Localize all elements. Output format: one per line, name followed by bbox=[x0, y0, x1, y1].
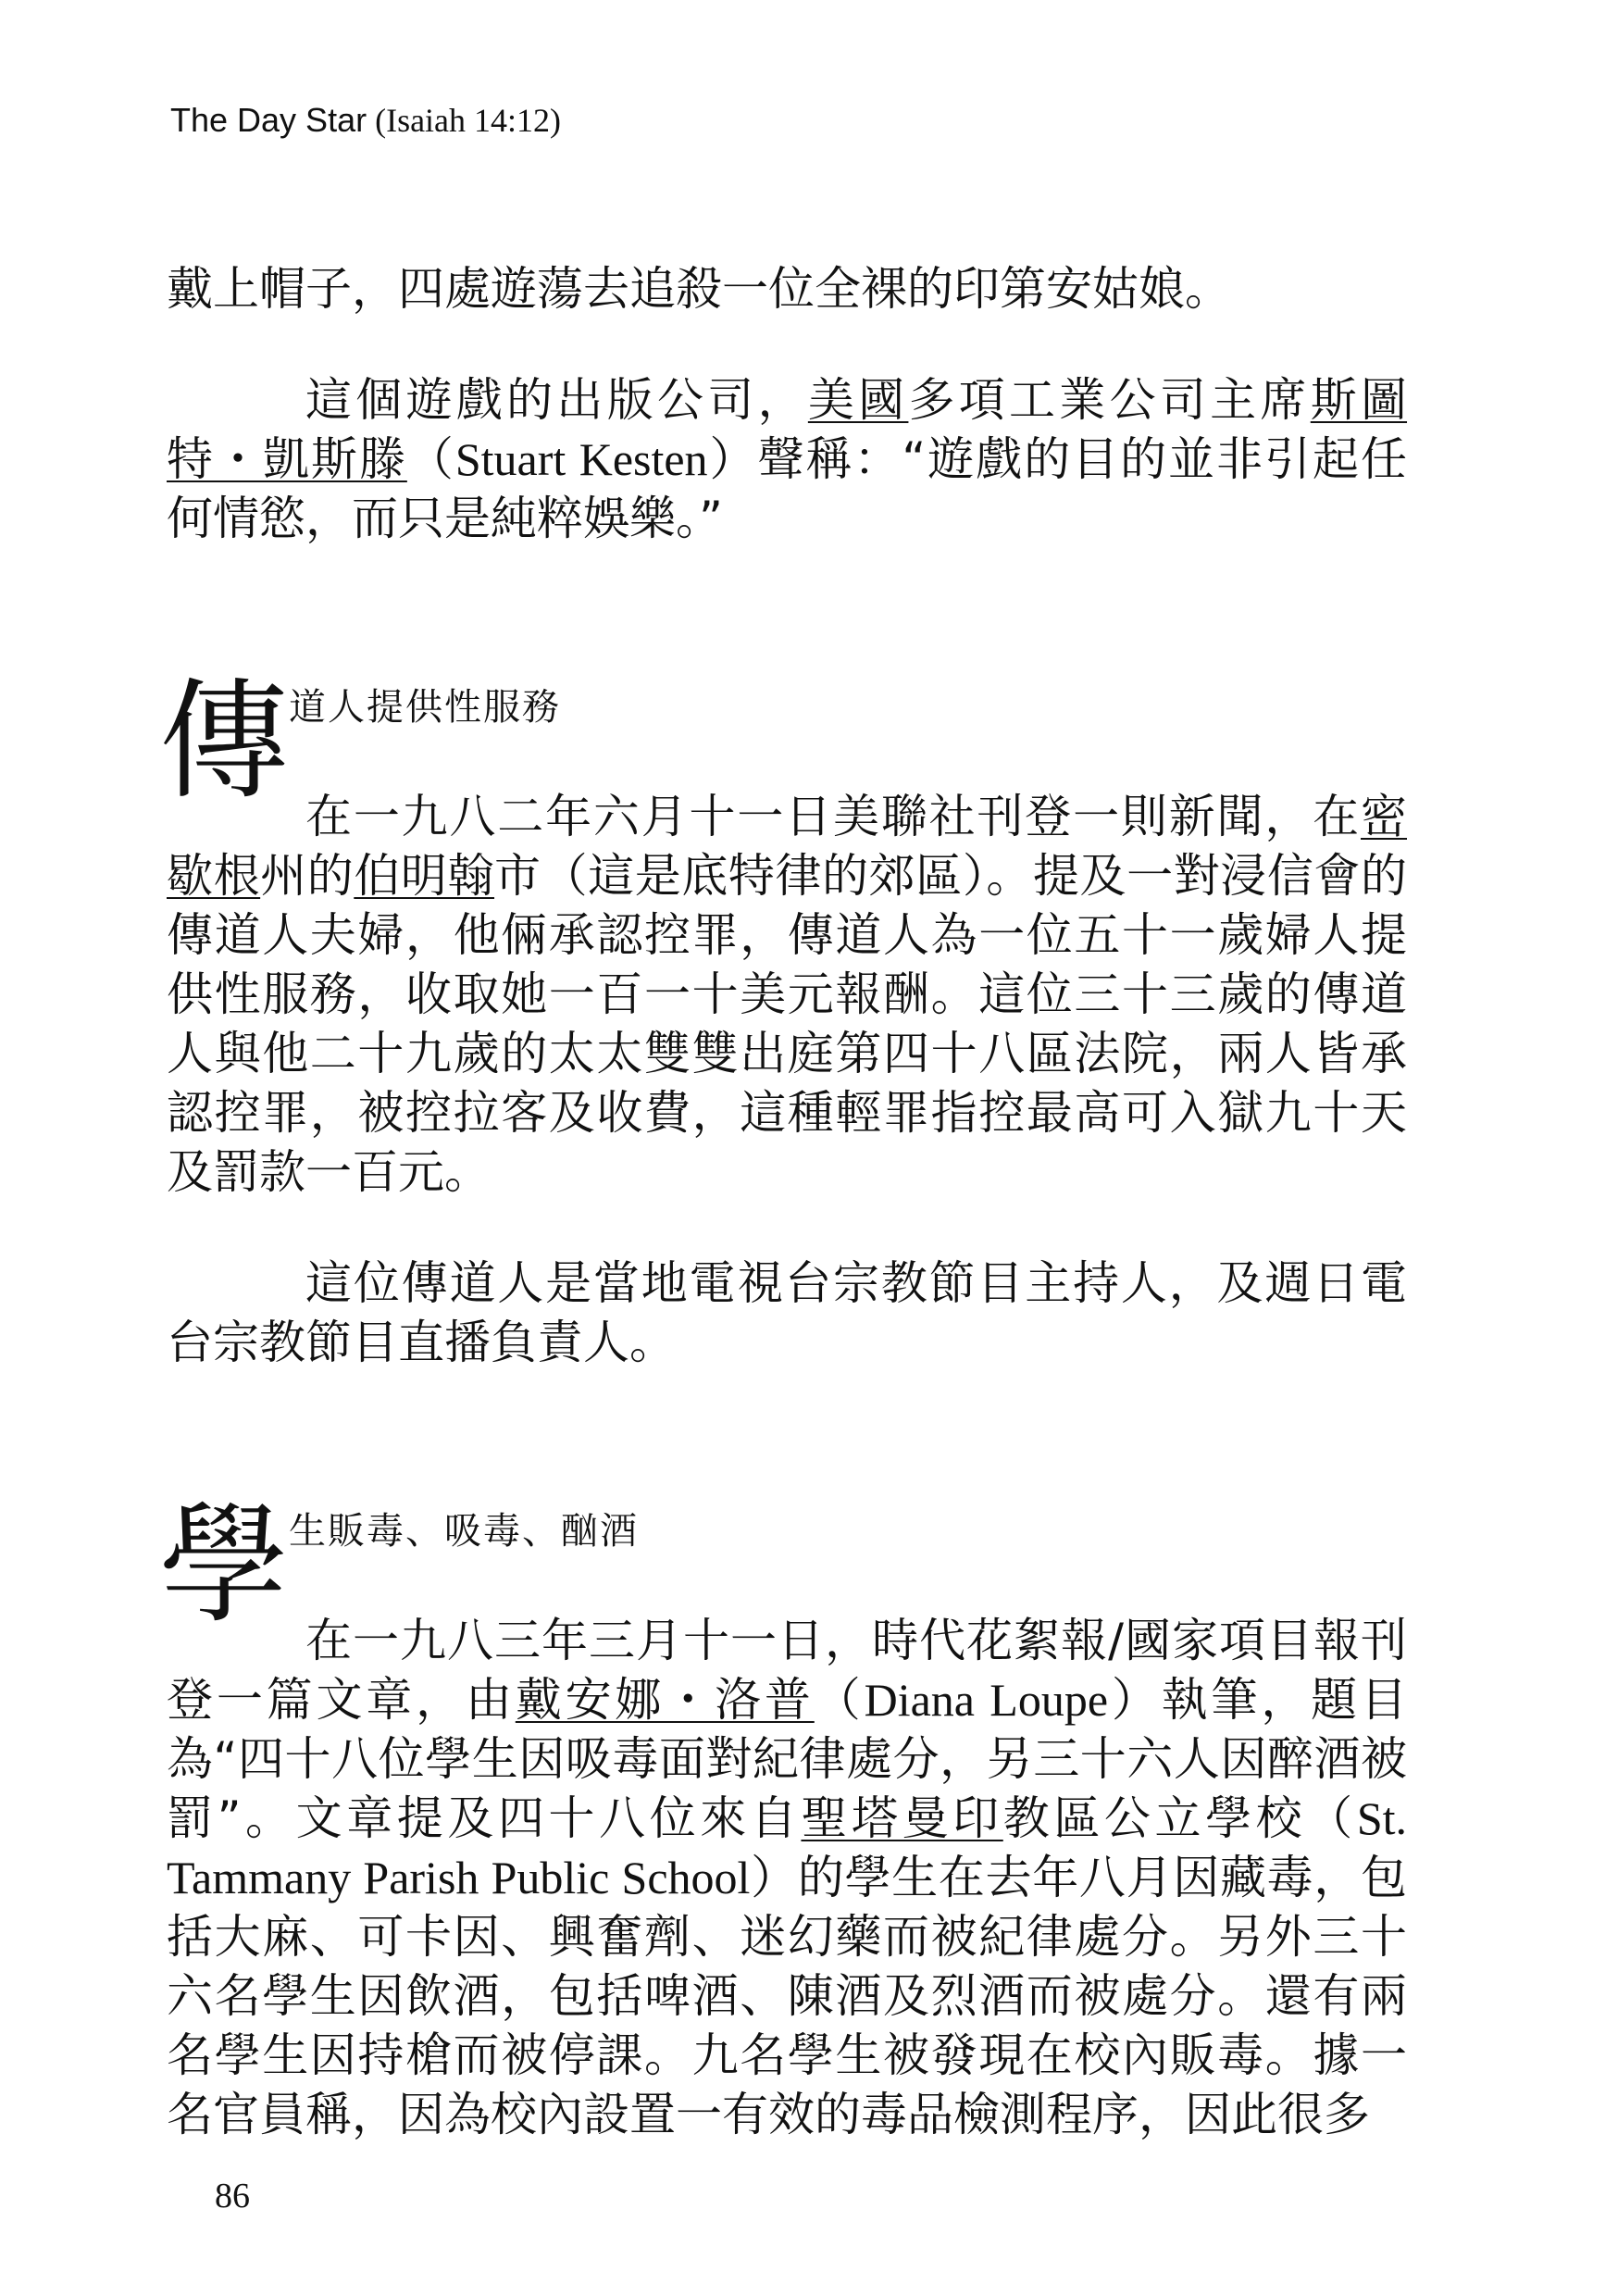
underlined-place-name: 聖塔曼印 bbox=[801, 1791, 1003, 1845]
paragraph-text: 這個遊戲的出版公司， bbox=[305, 373, 808, 427]
paragraph-text: ）聲稱：“遊戲的目的並非引起任何情慾，而只是純粹娛樂。” bbox=[167, 432, 1407, 545]
running-header bbox=[170, 100, 561, 141]
paragraph-text: 在一九八三年三月十一日，時代花絮報/國家項目報刊登一篇文章，由 bbox=[167, 1614, 1407, 1727]
drop-cap: 學 bbox=[159, 1491, 290, 1641]
paragraph-text: 多項工業公司主席 bbox=[908, 373, 1311, 427]
paragraph-preacher-role bbox=[167, 1254, 1407, 1372]
paragraph-text: ）的學生在去年八月因藏毒，包括大麻、可卡因、興奮劑、迷幻藥而被紀律處分。另外三十六名學生因飲酒，包括啤酒、陳酒及烈酒而被處分。還有兩名學生因持槍而被停課。九名學生被發現在校內販毒。據一名官員稱，因為校內設置一有效的毒品檢測程序，因此很多 bbox=[167, 1851, 1408, 2141]
underlined-person-name: 斯圖特・凱斯滕 bbox=[167, 373, 1408, 486]
drop-cap: 傳 bbox=[159, 667, 290, 817]
underlined-person-name: 戴安娜・洛普 bbox=[515, 1673, 815, 1727]
underlined-place-name: 密歇根 bbox=[167, 790, 1407, 903]
paragraph-text: （ bbox=[406, 432, 455, 486]
paragraph-news-report bbox=[167, 787, 1407, 1202]
latin-name: Diana Loupe bbox=[864, 1674, 1109, 1726]
paragraph-continued bbox=[167, 259, 1407, 318]
paragraph-text: （ bbox=[814, 1673, 865, 1727]
paragraph-text: 州的 bbox=[260, 849, 355, 903]
section-title: 道人提供性服務 bbox=[289, 686, 561, 729]
section-heading-students bbox=[159, 1491, 1407, 1641]
paragraph-publisher-quote bbox=[167, 370, 1407, 548]
underlined-place-name: 美國 bbox=[807, 373, 909, 427]
page-number: 86 bbox=[215, 2177, 250, 2215]
header-title: The Day Star bbox=[170, 101, 367, 139]
paragraph-student-report bbox=[167, 1611, 1407, 2144]
latin-name: St. Tammany Parish Public School bbox=[167, 1792, 1408, 1903]
paragraph-text: 這位傳道人是當地電視台宗教節目主持人，及週日電台宗教節目直播負責人。 bbox=[167, 1256, 1407, 1369]
latin-name: Stuart Kesten bbox=[454, 433, 708, 485]
page-body bbox=[159, 259, 1408, 2144]
underlined-place-name: 伯明翰 bbox=[354, 849, 495, 903]
paragraph-text: 教區公立學校（ bbox=[1002, 1791, 1357, 1845]
section-title: 生販毒、吸毒、酗酒 bbox=[289, 1510, 639, 1553]
header-reference: (Isaiah 14:12) bbox=[375, 102, 562, 139]
paragraph-text: 在一九八二年六月十一日美聯社刊登一則新聞，在 bbox=[305, 790, 1361, 843]
paragraph-text: 戴上帽子，四處遊蕩去追殺一位全裸的印第安姑娘。 bbox=[167, 262, 1231, 316]
paragraph-text: 市（這是底特律的郊區）。提及一對浸信會的傳道人夫婦，他倆承認控罪，傳道人為一位五十一歲婦人提供性服務，收取她一百一十美元報酬。這位三十三歲的傳道人與他二十九歲的太太雙雙出庭第四十八區法院，兩人皆承認控罪，被控拉客及收費，這種輕罪指控最高可入獄九十天及罰款一百元。 bbox=[167, 849, 1408, 1199]
paragraph-text: ）執筆，題目為“四十八位學生因吸毒面對紀律處分，另三十六人因醉酒被罰”。文章提及四十八位來自 bbox=[167, 1673, 1408, 1845]
